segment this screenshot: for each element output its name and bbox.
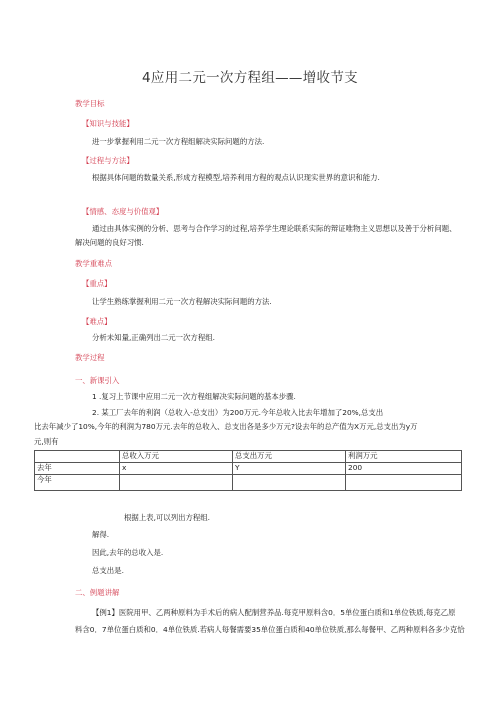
- text-process: 根据具体问题的数量关系,形成方程模型,培养利用方程的观点认识现实世界的意识和能力.: [92, 173, 380, 182]
- text-item1: 1 .复习上节课中应用二元一次方程组解决实际问题的基本步骤.: [92, 392, 296, 401]
- page-title: 4应用二元一次方程组——增收节支: [142, 70, 358, 86]
- table-cell: [233, 475, 346, 491]
- text-knowledge: 进一步掌握利用二元一次方程组解决实际问题的方法.: [92, 137, 265, 146]
- heading-process-title: 教学过程: [75, 353, 105, 362]
- table-row: [35, 451, 462, 463]
- text-item2-2: 比去年减少了10%,今年的利润为780万元.去年的总收入、总支出各是多少万元?设去年的总产值为X万元,总支出为y万: [34, 422, 418, 431]
- label-knowledge: 【知识与技能】: [82, 119, 134, 128]
- table-cell: 200: [346, 463, 462, 475]
- heading-key-difficult: 教学重难点: [75, 259, 112, 268]
- table-row: [35, 463, 462, 475]
- text-item2-1: 2. 某工厂去年的利润（总收入-总支出）为200万元.今年总收入比去年增加了20%,总支出: [92, 408, 384, 417]
- text-ex1-2: 料含0．7单位蛋白质和0．4单位铁质.若病人每餐需要35单位蛋白质和40单位铁质,那么每餐甲、乙两种原料各多少克恰: [75, 625, 465, 634]
- text-item2-3: 元,则有: [34, 437, 59, 446]
- table-header-cell: 利润万元: [346, 451, 462, 463]
- heading-section1: 一、新课引入: [75, 376, 120, 385]
- table-cell: x: [120, 463, 233, 475]
- table-cell: 去年: [35, 463, 120, 475]
- data-table: [34, 450, 462, 491]
- table-header-cell: 总收入万元: [120, 451, 233, 463]
- table-cell: [346, 475, 462, 491]
- text-emotion-1: 通过由具体实例的分析、思考与合作学习的过程,培养学生理论联系实际的辩证唯物主义思想以及善于分析问题、: [92, 224, 457, 233]
- table-cell: 今年: [35, 475, 120, 491]
- text-after4: 总支出是.: [92, 566, 124, 575]
- heading-section2: 二、例题讲解: [75, 588, 120, 597]
- table-cell: Y: [233, 463, 346, 475]
- label-emotion: 【情感、态度与价值观】: [82, 207, 164, 216]
- label-process: 【过程与方法】: [82, 156, 134, 165]
- text-emotion-2: 解决问题的良好习惯.: [75, 238, 144, 247]
- table-cell: [120, 475, 233, 491]
- table-row: [35, 475, 462, 491]
- text-after1: 根据上表,可以列出方程组.: [124, 513, 210, 522]
- text-key: 让学生熟练掌握利用二元一次方程解决实际问题的方法.: [92, 297, 272, 306]
- text-difficult: 分析未知量,正确列出二元一次方程组.: [92, 333, 215, 342]
- table-header-cell: [35, 451, 120, 463]
- label-key: 【重点】: [82, 279, 112, 288]
- text-after3: 因此,去年的总收入是.: [92, 548, 164, 557]
- table-header-cell: 总支出万元: [233, 451, 346, 463]
- text-ex1-1: 【例1】医院用甲、乙两种原料为手术后的病人配制营养品.每克甲原料含0．5单位蛋白质和1单位铁质,每克乙原: [92, 608, 456, 617]
- text-after2: 解得.: [92, 530, 110, 539]
- heading-teaching-goal: 教学目标: [75, 99, 105, 108]
- label-difficult: 【难点】: [82, 317, 112, 326]
